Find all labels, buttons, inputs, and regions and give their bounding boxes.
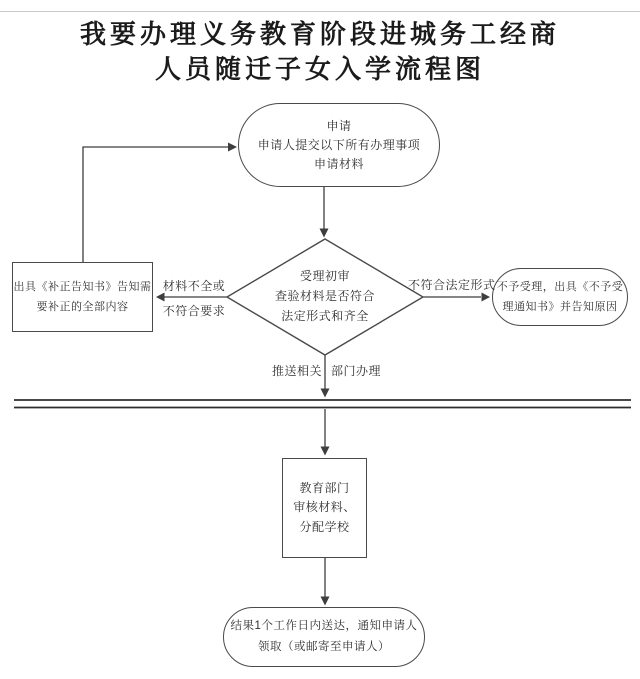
decision-line-2: 查验材料是否符合	[274, 289, 375, 303]
education-line-2: 审核材料、	[293, 500, 356, 515]
rejection-line-1: 不予受理，出具《不予受	[496, 281, 624, 293]
branch-label-nonconforming: 不符合法定形式	[408, 278, 496, 292]
arrowhead-into-decision	[320, 229, 329, 238]
education-line-3: 分配学校	[299, 519, 350, 534]
rejection-node	[492, 268, 628, 326]
rejection-line-2: 理通知书》并告知原因	[502, 301, 618, 313]
decision-line-3: 法定形式和齐全	[281, 309, 369, 323]
education-department-node	[282, 458, 367, 558]
arrowhead-into-separator	[321, 389, 330, 398]
correction-notice-node	[12, 262, 153, 332]
start-node-line-1: 申请	[326, 118, 352, 133]
feedback-connector	[83, 147, 229, 262]
result-node	[223, 607, 425, 667]
push-label-left: 推送相关	[272, 364, 323, 378]
decision-node-label	[245, 266, 405, 326]
branch-label-incomplete-line-1: 材料不全或	[162, 279, 226, 293]
arrowhead-into-rejection	[482, 293, 491, 302]
arrowhead-into-education	[321, 447, 330, 456]
push-label-right: 部门办理	[331, 364, 382, 378]
page-title-line-2: 人员随迁子女入学流程图	[154, 55, 485, 84]
decision-line-1: 受理初审	[299, 269, 350, 283]
correction-line-1: 出具《补正告知书》告知需	[13, 281, 152, 293]
arrowhead-into-start	[228, 143, 237, 152]
branch-label-incomplete-line-2: 不符合要求	[162, 304, 226, 318]
start-node-line-3: 申请材料	[313, 156, 364, 171]
result-line-2: 领取（或邮寄至申请人）	[258, 641, 390, 653]
start-node	[238, 103, 440, 187]
correction-line-2: 要补正的全部内容	[36, 301, 129, 313]
result-line-1: 结果1个工作日内送达，通知申请人	[230, 620, 418, 632]
start-node-line-2: 申请人提交以下所有办理事项	[257, 137, 421, 152]
arrowhead-into-result	[321, 597, 330, 606]
education-line-1: 教育部门	[299, 480, 350, 495]
page-title-line-1: 我要办理义务教育阶段进城务工经商	[79, 20, 560, 49]
